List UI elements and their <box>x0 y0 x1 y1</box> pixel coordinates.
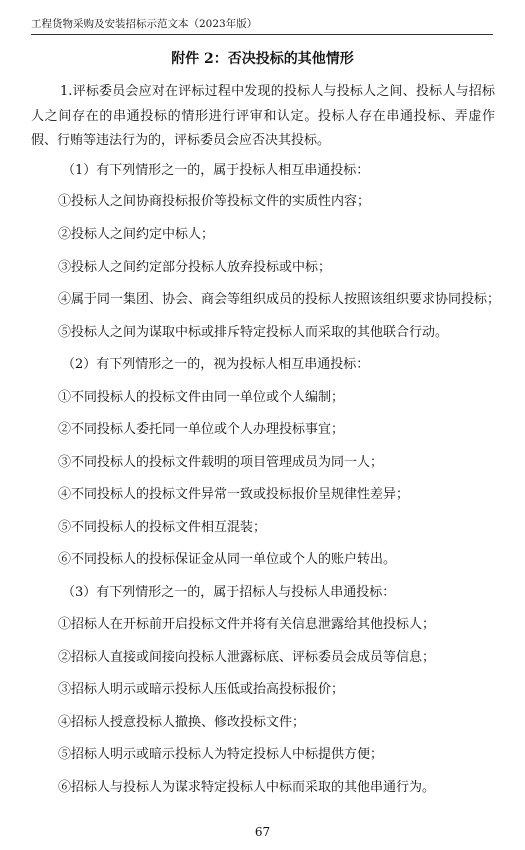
list-item: ⑤招标人明示或暗示投标人为特定投标人中标提供方便； <box>58 747 384 762</box>
subsection-heading: （1）有下列情形之一的，属于投标人相互串通投标： <box>62 163 370 178</box>
list-item: ①招标人在开标前开启投标文件并将有关信息泄露给其他投标人； <box>58 617 436 632</box>
intro-paragraph: 1.评标委员会应对在评标过程中发现的投标人与投标人之间、投标人与招标人之间存在的串通投标的情形进行评审和认定。投标人存在串通投标、弄虚作假、行贿等违法行为的，评标委员会应否决其投标。 <box>31 84 495 148</box>
list-item: ⑤不同投标人的投标文件相互混装； <box>58 520 267 535</box>
list-item: ④不同投标人的投标文件异常一致或投标报价呈规律性差异； <box>58 487 410 502</box>
list-item: ③投标人之间约定部分投标人放弃投标或中标； <box>58 260 332 275</box>
list-item: ⑥招标人与投标人为谋求特定投标人中标而采取的其他串通行为。 <box>58 780 436 795</box>
list-item: ⑤投标人之间为谋取中标或排斥特定投标人而采取的其他联合行动。 <box>58 325 449 340</box>
subsection-heading: （2）有下列情形之一的，视为投标人相互串通投标： <box>62 357 370 372</box>
page-number: 67 <box>254 825 271 839</box>
list-item: ⑥不同投标人的投标保证金从同一单位或个人的账户转出。 <box>58 552 397 567</box>
list-item: ①不同投标人的投标文件由同一单位或个人编制； <box>58 390 345 405</box>
list-item: ③招标人明示或暗示投标人压低或抬高投标报价； <box>58 682 345 697</box>
list-item: ④招标人授意投标人撤换、修改投标文件； <box>58 715 306 730</box>
list-item: ④属于同一集团、协会、商会等组织成员的投标人按照该组织要求协同投标； <box>58 292 501 307</box>
list-item: ②投标人之间约定中标人； <box>58 227 215 242</box>
running-header: 工程货物采购及安装招标示范文本（2023年版） <box>31 18 258 30</box>
header-rule <box>31 34 493 35</box>
subsection-heading: （3）有下列情形之一的，属于招标人与投标人串通投标： <box>62 585 396 600</box>
list-item: ②不同投标人委托同一单位或个人办理投标事宜； <box>58 422 345 437</box>
list-item: ②招标人直接或间接向投标人泄露标底、评标委员会成员等信息； <box>58 650 436 665</box>
list-item: ①投标人之间协商投标报价等投标文件的实质性内容； <box>58 194 371 209</box>
list-item: ③不同投标人的投标文件载明的项目管理成员为同一人； <box>58 455 384 470</box>
section-title: 附件 2：否决投标的其他情形 <box>171 51 354 67</box>
